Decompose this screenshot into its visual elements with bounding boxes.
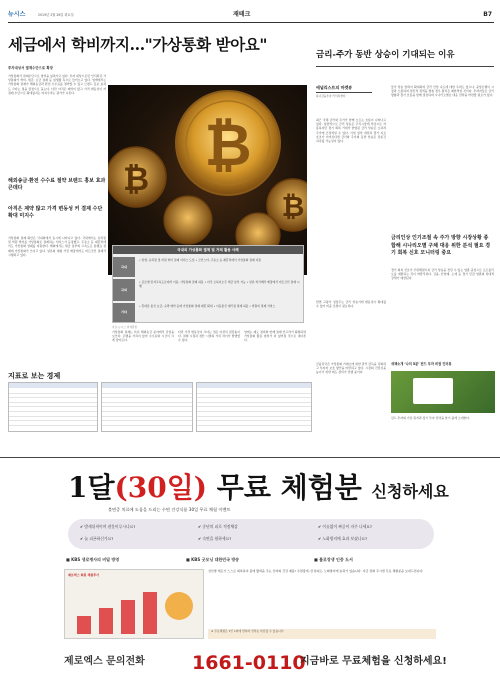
broadcast-badge: ■ KBS 생로병사의 비밀 방영 xyxy=(66,557,120,562)
testimonial-chart-graphic xyxy=(71,582,199,636)
news-brief-1: 금융당국은 가상통화 거래소에 대한 관리 감독을 강화하고 투자자 보호 방안을 마련하고 있다. 시장의 건전성을 높이기 위한 제도 정비가 진행 중이다. xyxy=(316,362,386,375)
svg-text:₿: ₿ xyxy=(122,160,150,198)
ad-phone-bar xyxy=(8,651,494,677)
author-org: 하나금융투자 리서치센터 xyxy=(316,94,346,98)
advertisement xyxy=(8,461,494,684)
article-body-col1b: 가상통화 결제 확산은 국내외에서 동시에 나타나고 있다. 국내에서는 유치원 및 학원 학비를 가상통화로 결제하는 서비스가 등장했고, 주유소 등 제휴처에서도 가상통화 결제를 지원한다. 해외에서는 세금 납부와 고속도로 통행료 결제에 가상통화가 쓰이고 있다. 일본의 대형 가전 매장에서도 비트코인 결제가 시행되고 있다. xyxy=(8,236,106,257)
book-promo-box xyxy=(391,362,495,440)
ad-testimonial-box xyxy=(64,569,204,639)
table-row xyxy=(113,279,303,301)
market-table-1 xyxy=(8,382,98,432)
table-row xyxy=(9,421,97,426)
market-table-3 xyxy=(196,382,312,432)
ad-checklist xyxy=(68,519,434,549)
ad-headline-part-3: 신청하세요 xyxy=(371,482,449,501)
book-promo-title: 새책소개 ‘나의 5분’ 펀드 투자 비결 인터뷰 xyxy=(391,362,452,366)
table-row-text: • 빗썸, 유치원 및 학원 학비 결제 서비스 도입 • 코인스타, 주유소 등 제휴처에서 가상통화 결제 지원 xyxy=(139,258,261,262)
market-table-2 xyxy=(101,382,193,432)
market-section-title: 지표로 보는 경제 xyxy=(8,371,61,380)
svg-text:₿: ₿ xyxy=(281,190,305,223)
book-cover xyxy=(413,378,453,404)
author-name: 애널리스트의 마켓뷰 xyxy=(316,85,353,90)
ad-description: 성인병 세포가 스스로 회복하여 몸에 활력을 주는 신비의 건강 제품! 수면장애, 만성피로, 노화방지에 효과가 있습니다. 지금 전화 주시면 무료 체험분을 보내드립니다. xyxy=(208,569,424,573)
checklist-item: ✔ 늘 피곤하신가요? xyxy=(80,536,114,541)
ad-broadcast-row xyxy=(66,557,432,567)
table-row xyxy=(197,421,311,426)
table-row-label: 국외 xyxy=(113,279,135,301)
table-row-text: • 글로벌 민자고속도로에서 이용, 가상통화 결제 허용 • 미국 오하이오주 세금 납부 가능 • 일본 빅카메라 매장에서 비트코인 결제 시행 xyxy=(139,280,300,288)
broadcast-badge: ■ KBS 굿모닝 대한민국 방송 xyxy=(186,557,240,562)
section-name: 재테크 xyxy=(233,11,251,18)
market-table-header xyxy=(9,383,97,388)
column-rule xyxy=(316,66,494,67)
testimonial-title: 제로엑스 회원 체험후기 xyxy=(68,573,100,577)
crypto-usage-table xyxy=(112,245,304,323)
checklist-item: ✔ 숙면을 원하세요? xyxy=(198,536,232,541)
phone-number: 1661-0110 xyxy=(192,652,306,674)
checklist-item: ✔ 밤새뒤척이며 잠못이루시나요? xyxy=(80,524,136,529)
market-table-rows xyxy=(102,389,192,426)
article-kicker: 투자대상서 결제수단으로 확장 xyxy=(8,66,53,70)
book-promo-text: 펀드 투자의 기본 원칙과 장기 투자 전략을 알기 쉽게 소개한다. xyxy=(391,416,470,420)
market-table-header xyxy=(197,383,311,388)
column-headline: 금리-주가 동반 상승이 기대되는 이유 xyxy=(316,50,455,60)
ad-headline xyxy=(68,469,449,507)
column-body-3: 경기 회복 신호가 뚜렷해질수록 금리 상승을 견딜 수 있는 업종 중심으로 포트폴리오를 재편하는 것이 바람직하다. 금융, 산업재, 소재 등 경기 민감 업종의 상대적 강세가 예상된다. xyxy=(391,268,494,281)
author-box xyxy=(316,85,374,115)
column-body-1: 최근 국채 금리와 주가가 함께 오르는 흐름이 나타나고 있다. 일반적으로 금리 상승은 주식시장에 부담으로 작용하지만 경기 회복 기대가 반영된 금리 상승은 오히려 주가에 긍정적일 수 있다. 기업 실적 개선과 경기 지표 호조가 이어진다면 금리와 주가의 동반 상승은 당분간 지속될 가능성이 있다. xyxy=(316,118,386,144)
checklist-item: ✔ 이유없이 짜증이 자주 나세요? xyxy=(318,524,373,529)
page-header xyxy=(0,10,500,20)
table-title: 국내외 가상통화 결제 및 거래 활용 사례 xyxy=(113,246,303,254)
broadcast-badge: ■ 불로장생 인증 도서 xyxy=(314,557,353,562)
market-table-rows xyxy=(197,389,311,426)
table-row-label: 국내 xyxy=(113,257,135,277)
article-body-col3: 다만 가격 변동성이 크다는 점은 여전히 걸림돌이다. 결제 시점과 정산 시점의 가치 차이가 발생할 수 있다. xyxy=(178,330,240,343)
article-subhead-1: 해외송금·환전 수수료 절약 브랜드 홍보 효과 큰데다 xyxy=(8,178,106,192)
market-table-header xyxy=(102,383,192,388)
ad-footnote: ※ 무료체험은 1인 1회에 한하며 선착순 마감될 수 있습니다. xyxy=(208,629,436,639)
ad-headline-red: (30일) xyxy=(114,471,208,504)
table-caption: 자료:뉴시스 취재종합 xyxy=(112,325,138,329)
paper-name: 뉴시스 xyxy=(8,11,26,18)
table-row xyxy=(102,421,192,426)
table-row xyxy=(113,257,303,277)
checklist-item: ✔ 중년의 피로 적정체감 xyxy=(198,524,238,529)
ad-headline-part-1: 1달 xyxy=(68,471,115,504)
svg-text:₿: ₿ xyxy=(204,111,252,179)
table-row-text: • 휴대폰 통신 요금, 숙박 예약 등에 가상통화 결제 제휴 확대 • 이동통신 대리점 결제 허용 • 학원비 결제 서비스 xyxy=(139,304,276,308)
header-rule xyxy=(8,22,494,23)
main-headline: 세금에서 학비까지…"가상통화 받아요" xyxy=(8,35,268,54)
page-number: B7 xyxy=(483,11,492,18)
ad-headline-part-2: 무료 체험분 xyxy=(216,471,362,504)
column-subhead: 금리인상 인기조절 속 주가 방향 시장상황 종합해 시나리오별 구체 대응 위한 분석 필요 경기 회복 신호 모니터링 중요 xyxy=(391,235,491,256)
phone-cta: 지금바로 무료체험을 신청하세요! xyxy=(300,656,447,667)
book-promo-image xyxy=(391,371,495,413)
ad-divider xyxy=(0,457,500,458)
ad-subtitle: 불면증 치료에 도움을 드리는 수면 건강식품 30일 무료 체험 이벤트 xyxy=(108,507,231,512)
table-row-label: 기타 xyxy=(113,303,135,322)
column-body-4: 반면 고평가 성장주는 금리 상승기에 변동성이 확대될 수 있어 비중 조절이 필요하다. xyxy=(316,300,386,309)
article-body-col4: 업계는 제도 정비와 함께 결제 인프라가 확충되면 가상통화 활용 범위가 더 넓어질 것으로 내다본다. xyxy=(244,330,306,343)
table-row xyxy=(113,303,303,322)
checklist-item: ✔ 노화방지에 효과 보셨나요? xyxy=(318,536,368,541)
phone-label: 제로엑스 문의전화 xyxy=(64,656,145,667)
article-body-col2: 가상통화 결제는 특히 해외송금 분야에서 강점을 보인다. 은행을 거치지 않아 수수료와 시간이 크게 줄어든다. xyxy=(112,330,174,343)
article-body-col1: 가상통화가 결제수단으로 영역을 넓혀가고 있다. 투자 대상으로만 인식되던 가상통화가 학비, 세금, 요금 결제 등 실생활 속으로 들어오고 있다. 업계에서는 가상통화 결제가 해외송금과 환전 수수료를 절약할 수 있고 브랜드 홍보 효과도 크다는 점을 장점으로 꼽는다. 다만 아직은 제약이 많고 가격 변동성이 커 결제 수단으로 확대될지는 미지수라는 평가가 나온다. xyxy=(8,74,106,95)
issue-date: 2019년 2월 26일 화요일 xyxy=(38,13,74,17)
article-subhead-2: 아직은 제약 많고 가격 변동성 커 결제 수단 확대 미지수 xyxy=(8,206,103,220)
column-body-2: 물가 상승 압력이 확대되며 금리 인상 속도에 대한 우려도 있으나, 중앙은행이 시장과 소통하며 점진적 정책을 펼칠 경우 충격은 제한적일 것이다. 투자자들은 금리 방향과 경기 흐름을 함께 점검하며 시나리오별로 대응 전략을 마련할 필요가 있다. xyxy=(391,85,494,98)
market-table-rows xyxy=(9,389,97,426)
author-rule xyxy=(316,92,372,93)
